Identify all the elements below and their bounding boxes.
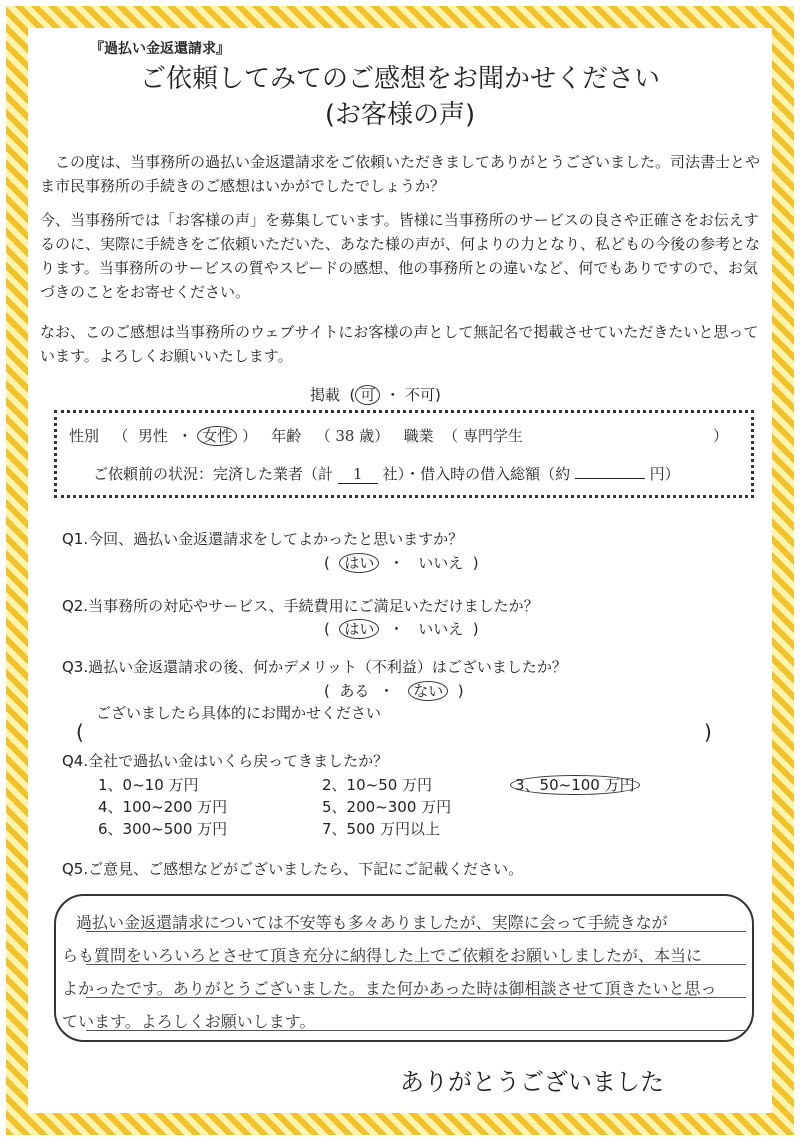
q4-option-1[interactable]: 1、0~10 万円 (98, 776, 199, 794)
q4-option-7[interactable]: 7、500 万円以上 (322, 820, 440, 838)
profile-box: 性別 （ 男性 ・ 女性 ） 年齢 （ 38 歳） 職業 （ 専門学生 ） ご依頼前の状況：完済した業者（計 1 社）・借入時の借入総額（約 円） (54, 410, 754, 498)
publish-yes-circled[interactable]: 可 (355, 385, 380, 405)
gender-male[interactable]: 男性 (137, 427, 168, 445)
status-mid: 社）・借入時の借入総額（約 (382, 465, 571, 483)
closing-thanks: ありがとうございました (400, 1068, 664, 1096)
page-subtitle: (お客様の声) (324, 100, 476, 130)
q4-option-4[interactable]: 4、100~200 万円 (98, 798, 228, 816)
q1-text: Q1.今回、過払い金返還請求をしてよかったと思いますか？ (62, 530, 464, 548)
q4-option-2[interactable]: 2、10~50 万円 (322, 776, 433, 794)
comment-box[interactable] (54, 894, 754, 1042)
q3-detail-prompt: ございましたら具体的にお聞かせください (96, 704, 382, 722)
age-label: 年齢 (271, 427, 302, 445)
q3-text: Q3.過払い金返還請求の後、何かデメリット（不利益）はございましたか？ (62, 658, 567, 676)
job-label: 職業 (403, 427, 434, 445)
form-tag: 『過払い金返還請求』 (90, 41, 230, 57)
q4-text: Q4.全社で過払い金はいくら戻ってきましたか？ (62, 752, 389, 770)
gender-female-circled[interactable]: 女性 (197, 426, 237, 446)
job-value[interactable]: 専門学生 (462, 427, 523, 445)
q2-answers: ( はい ・ いいえ ) (324, 620, 479, 638)
q1-yes-circled[interactable]: はい (339, 553, 379, 573)
q2-text: Q2.当事務所の対応やサービス、手続費用にご満足いただけましたか？ (62, 597, 539, 615)
q3-no-circled[interactable]: ない (408, 681, 448, 701)
comment-line-2: らも質問をいろいろとさせて頂き充分に納得した上でご依頼をお願いしましたが、本当に (62, 946, 703, 965)
profile-row: 性別 （ 男性 ・ 女性 ） 年齢 （ 38 歳） 職業 （ 専門学生 (69, 427, 523, 445)
q1-answers: ( はい ・ いいえ ) (324, 554, 479, 572)
companies-value[interactable]: 1 (338, 465, 378, 484)
amount-field[interactable] (575, 478, 645, 479)
intro-paragraph-1: この度は、当事務所の過払い金返還請求をご依頼いただきましてありがとうございました。司法書士とやま市民事務所の手続きのご感想はいかがでしたでしょうか？ (40, 153, 761, 195)
q4-option-3-selected[interactable]: 3、50~100 万円 (510, 774, 640, 795)
comment-line-4: ています。よろしくお願いします。 (62, 1012, 316, 1031)
gender-label: 性別 (69, 427, 100, 445)
page-title: ご依頼してみてのご感想をお聞かせください (139, 64, 660, 94)
comment-line-3: よかったです。ありがとうございました。また何かあった時は御相談させて頂きたいと思っ (62, 979, 717, 998)
publish-label: 掲載 (310, 386, 341, 404)
q3-yes[interactable]: ある (339, 682, 370, 700)
intro-paragraph-2: 今、当事務所では「お客様の声」を募集しています。皆様に当事務所のサービスの良さや正確さをお伝えするのに、実際に手続きをご依頼いただいた、あなた様の声が、何よりの力となり、私どもの今後の参考となります。当事務所のサービスの質やスピードの感想、他の事務所との違いなど、何でもありですので、お気づきのことをお寄せください。 (40, 211, 761, 301)
q2-yes-circled[interactable]: はい (339, 619, 379, 639)
q4-option-5[interactable]: 5、200~300 万円 (322, 798, 452, 816)
publish-no[interactable]: 不可 (405, 386, 436, 404)
q5-text: Q5.ご意見、ご感想などがございましたら、下記にご記載ください。 (62, 860, 524, 878)
status-row: ご依頼前の状況：完済した業者（計 1 社）・借入時の借入総額（約 円） (93, 465, 680, 483)
q1-no[interactable]: いいえ (418, 554, 464, 572)
intro-paragraph-3: なお、このご感想は当事務所のウェブサイトにお客様の声として無記名で掲載させていただきたいと思っています。よろしくお願いいたします。 (40, 323, 759, 365)
q4-option-6[interactable]: 6、300~500 万円 (98, 820, 228, 838)
age-value[interactable]: 38 (335, 427, 355, 445)
q3-answers: ( ある ・ ない ) (324, 682, 464, 700)
q2-no[interactable]: いいえ (418, 620, 464, 638)
status-label: ご依頼前の状況：完済した業者（計 (93, 465, 334, 483)
survey-form: 『過払い金返還請求』 ご依頼してみてのご感想をお聞かせください (お客様の声) この度は、当事務所の過払い金返還請求をご依頼いただきましてありがとうございました。司法書士とやま市民事務所の手続きのご感想はいかがでしたでしょうか？ 今、当事務所では「お客様の声」を募集しています。皆様に当事務所のサービスの良さや正確さをお伝えするのに、実際に手続きをご依頼いただいた、あなた様の声が、何よりの力となり、私どもの今後の参考となります。当事務所のサービスの質やスピードの感想、他の事務所との違いなど、何でもありですので、お気づきのことをお寄せください。 なお、このご感想は当事務所のウェブサイトにお客様の声として無記名で掲載させていただきたいと思っています。よろしくお願いいたします。 掲載 ( 可 ・ 不可) 性別 （ 男性 ・ 女性 ） 年齢 （ 38 歳） 職業 （ 専門学生 ） ご依頼前の状況：完済した業者（計 1 社）・借入時の借入総額（約 円） Q1.今回、過払い金返還請求をしてよかったと思いますか？ ( はい ・ いいえ ) Q2.当事務所の対応やサービス、手続費用にご満足いただけましたか？ ( はい ・ いいえ ) Q3.過払い金返還請求の後、何かデメリット（不利益）はございましたか？ ( ある ・ ない ) ございましたら具体的にお聞かせください ( ) Q4.全社で過払い金はいくら戻ってきましたか？ 1、0~10 万円 2、10~50 万円 3、50~100 万円 4、100~200 万円 5、200~300 万円 6、300~500 万円 7、500 万円以上 Q5.ご意見、ご感想などがございましたら、下記にご記載ください。 過払い金返還請求については不安等も多々ありましたが、実際に会って手続きなが らも質問をいろいろとさせて頂き充分に納得した上でご依頼をお願いしましたが、本当に よかったです。ありがとうございました。また何かあった時は御相談させて頂きたいと思っ ています。よろしくお願いします。 ありがとうございました (40, 30, 760, 1110)
publish-consent: 掲載 ( 可 ・ 不可) (310, 386, 441, 404)
comment-line-1: 過払い金返還請求については不安等も多々ありましたが、実際に会って手続きなが (76, 913, 668, 932)
